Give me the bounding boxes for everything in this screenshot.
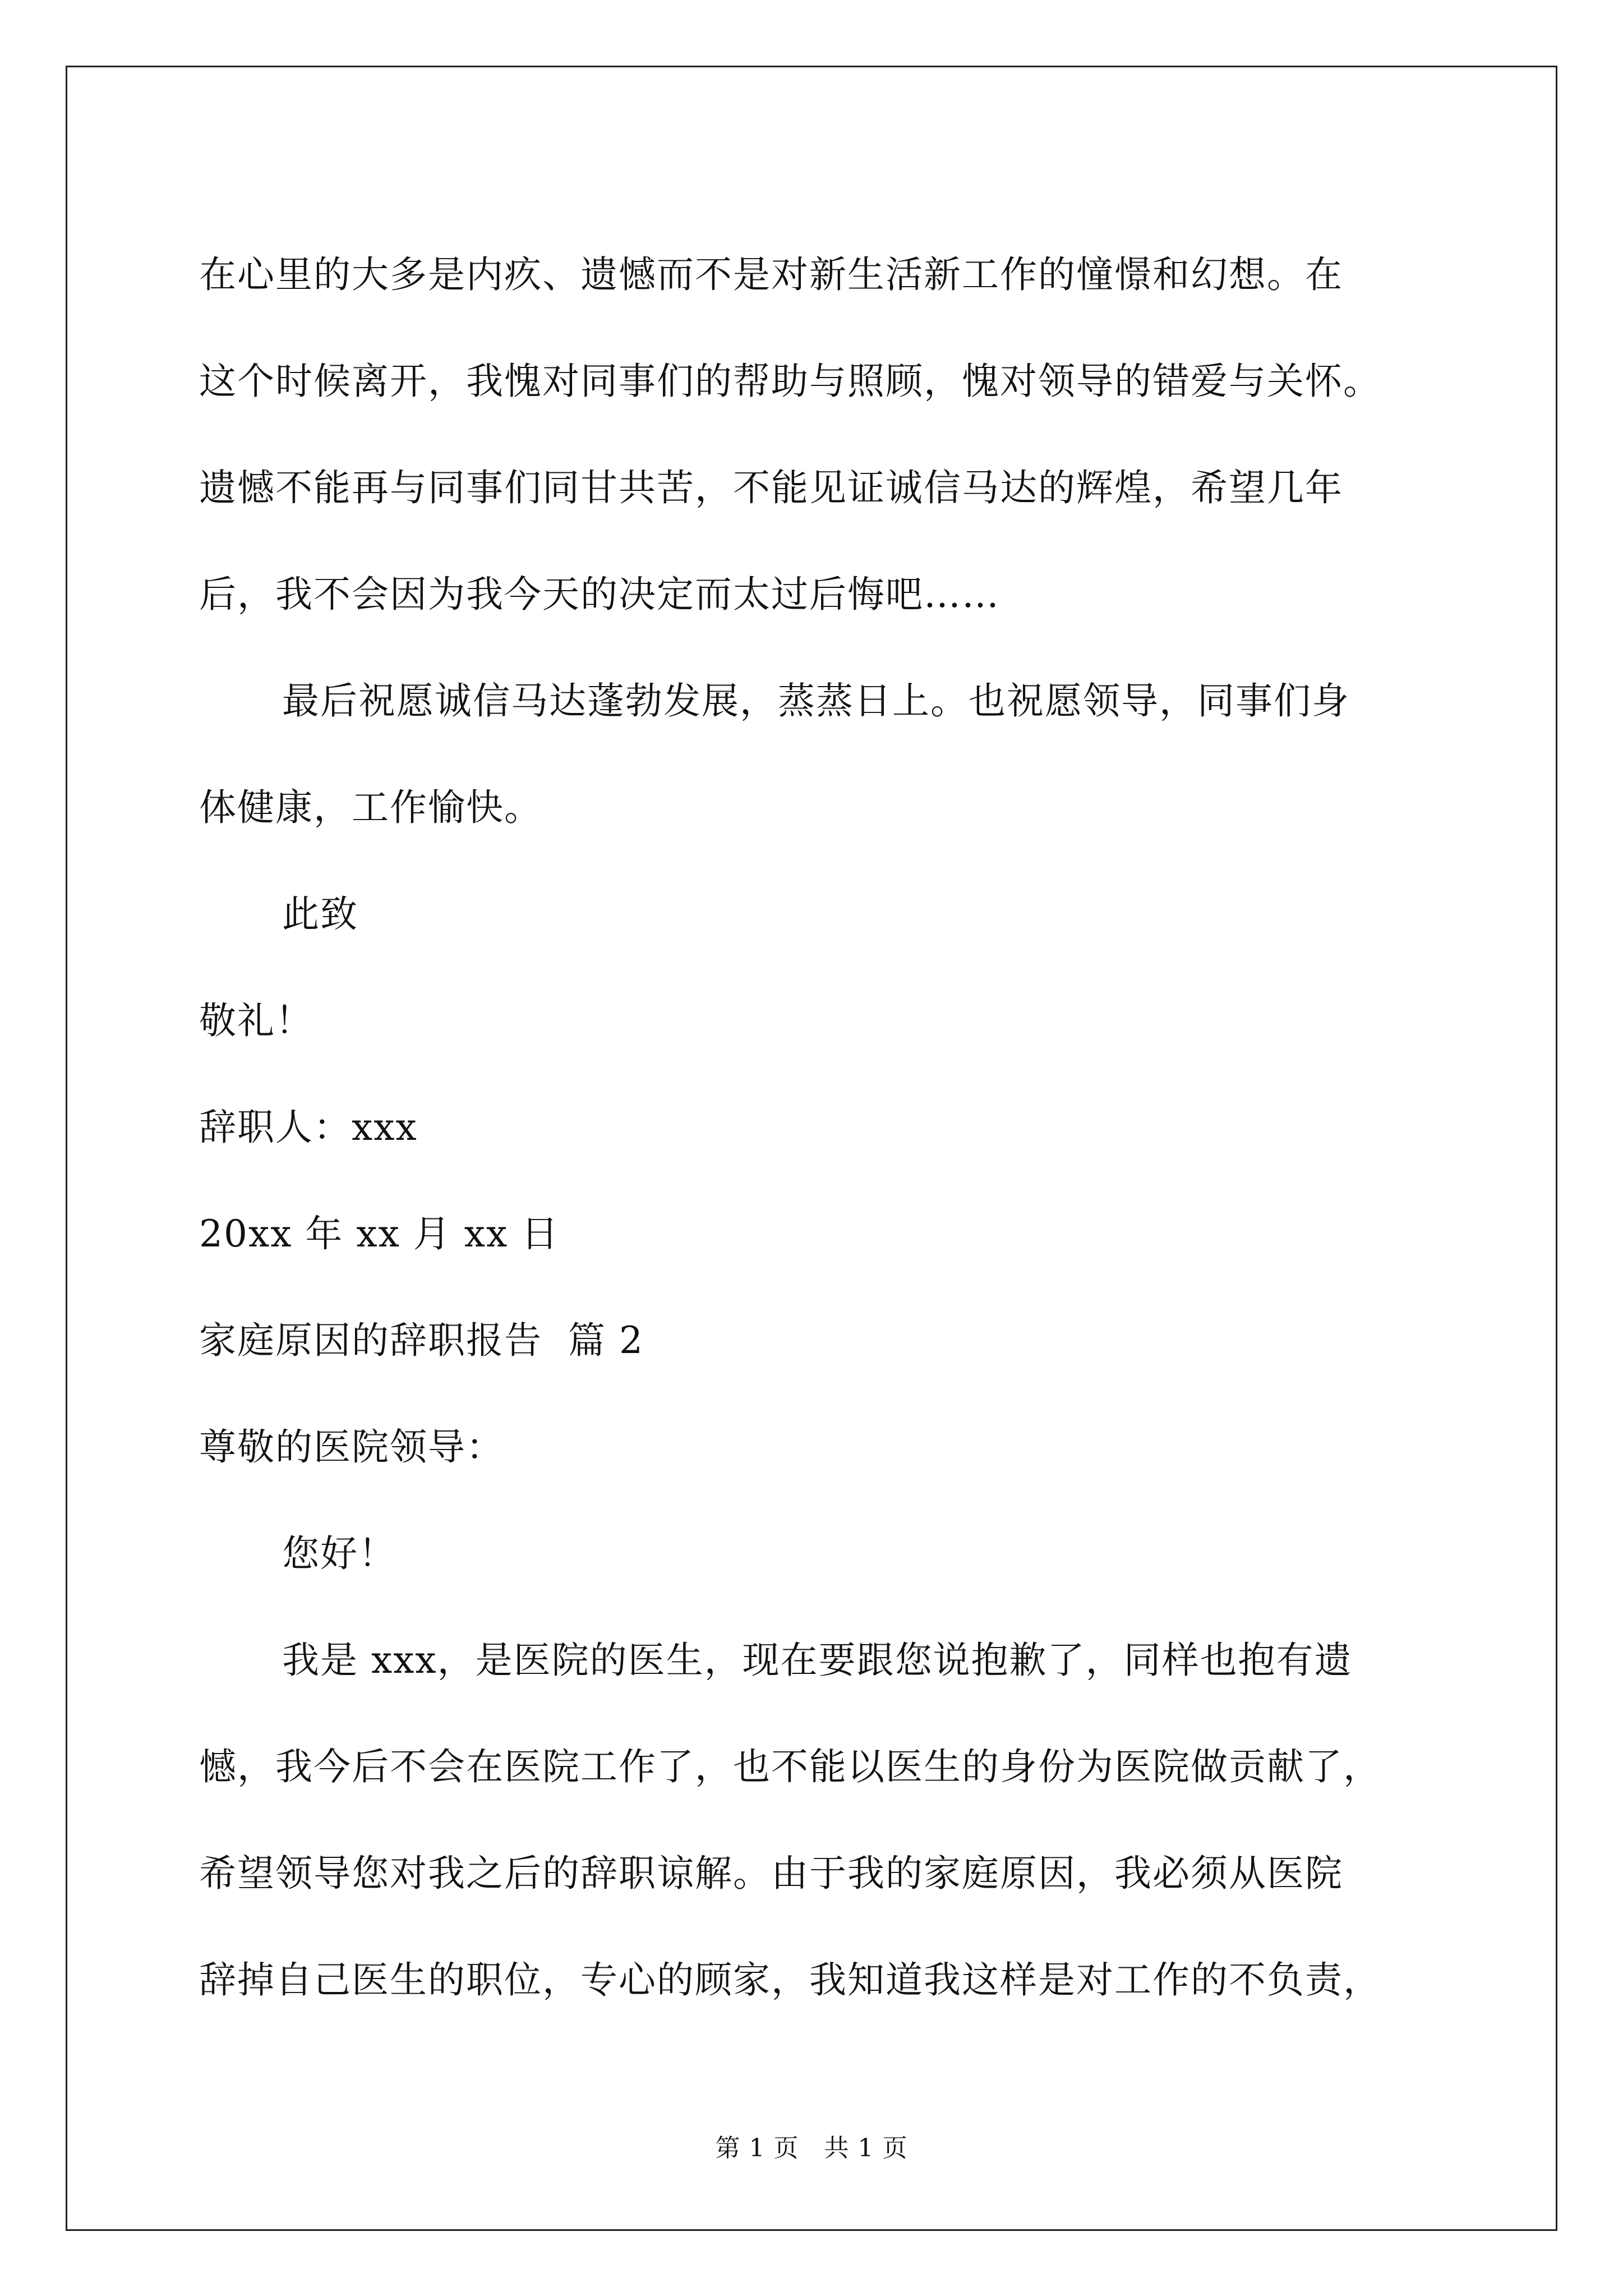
body-line: 我是 xxx，是医院的医生，现在要跟您说抱歉了，同样也抱有遗 [282,1639,1353,1682]
body-line: 在心里的大多是内疚、遗憾而不是对新生活新工作的憧憬和幻想。在 [199,253,1343,296]
body-line: 这个时候离开，我愧对同事们的帮助与照顾，愧对领导的错爱与关怀。 [199,360,1381,403]
body-line: 体健康，工作愉快。 [199,786,542,829]
document-body [199,222,1438,2033]
section-title: 家庭原因的辞职报告 篇 2 [199,1319,644,1362]
page-footer: 第 1 页 共 1 页 [715,2134,908,2162]
closing-regards: 敬礼！ [199,999,313,1042]
body-line: 憾，我今后不会在医院工作了，也不能以医生的身份为医院做贡献了， [199,1745,1381,1788]
letter-addressee: 尊敬的医院领导： [199,1425,504,1469]
greeting: 您好！ [282,1532,396,1575]
letter-date: 20xx 年 xx 月 xx 日 [199,1212,560,1255]
body-line: 辞掉自己医生的职位，专心的顾家，我知道我这样是对工作的不负责， [199,1958,1381,2001]
body-line: 希望领导您对我之后的辞职谅解。由于我的家庭原因，我必须从医院 [199,1852,1343,1895]
body-line: 后，我不会因为我今天的决定而太过后悔吧…… [199,573,1000,616]
resignee-name: 辞职人：xxx [199,1106,418,1149]
body-line: 遗憾不能再与同事们同甘共苦，不能见证诚信马达的辉煌，希望几年 [199,466,1343,509]
body-line: 最后祝愿诚信马达蓬勃发展，蒸蒸日上。也祝愿领导，同事们身 [282,679,1350,723]
closing-salutation: 此致 [282,892,358,936]
